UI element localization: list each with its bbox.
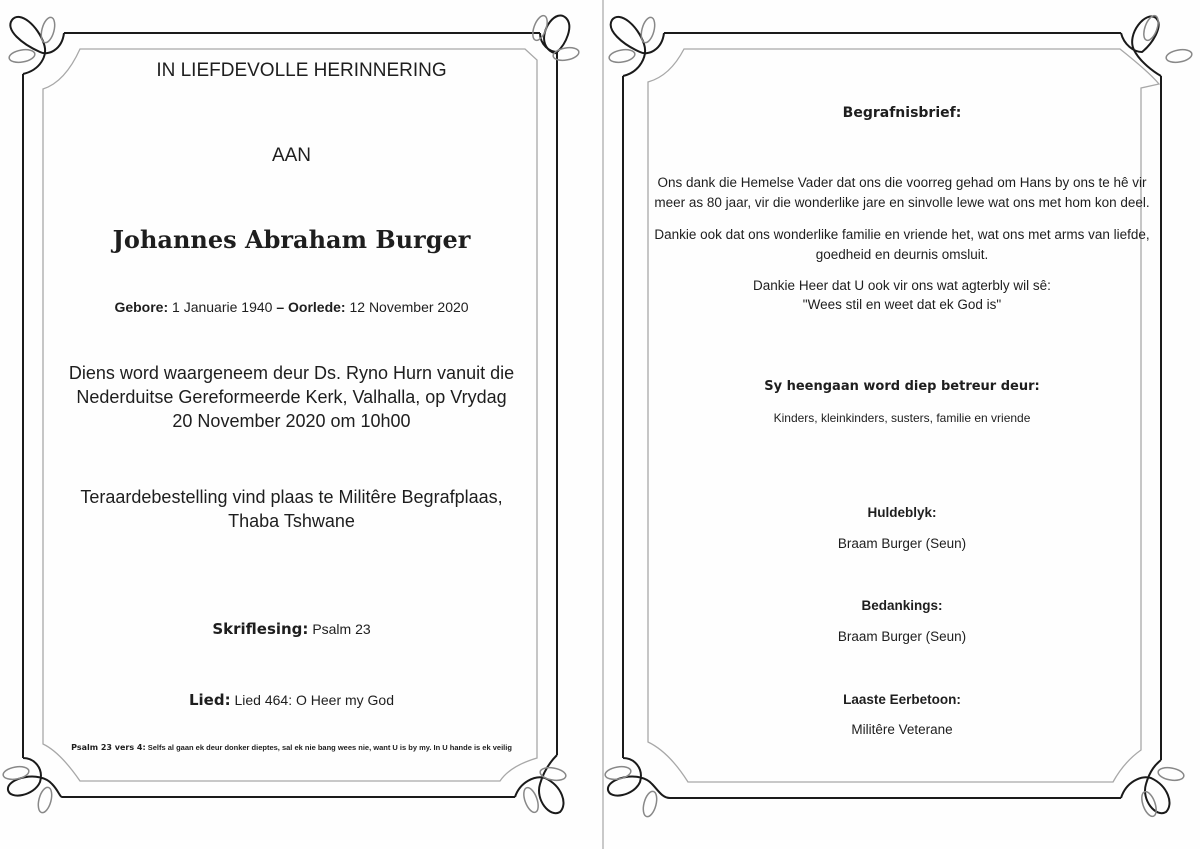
mourned-by: Kinders, kleinkinders, susters, familie en vriende (773, 411, 1031, 425)
letter-heading: Begrafnisbrief: (842, 105, 962, 121)
service-line: Diens word waargeneem deur Ds. Ryno Hurn vanuit die (68, 363, 515, 383)
letter-paragraph-2 (604, 225, 1200, 265)
scripture-label: Skriflesing: (212, 620, 309, 638)
letter-paragraph-3 (604, 276, 1200, 314)
born-date: 1 Januarie 1940 (172, 299, 273, 315)
tribute-label: Huldeblyk: (867, 505, 937, 520)
final-honour-label: Laaste Eerbetoon: (843, 692, 961, 707)
life-dates (0, 299, 583, 315)
burial-line: Thaba Tshwane (228, 511, 355, 531)
hymn (0, 691, 583, 709)
died-date: 12 November 2020 (349, 299, 469, 315)
psalm-verse (0, 743, 583, 752)
tribute-value: Braam Burger (Seun) (837, 536, 967, 551)
burial-line: Teraardebestelling vind plaas te Militêre Begrafplaas, (80, 487, 503, 507)
letter-paragraph-1 (604, 173, 1200, 213)
service-line: Nederduitse Gereformeerde Kerk, Valhalla, op Vrydag (76, 387, 507, 407)
paragraph-line: Ons dank die Hemelse Vader dat ons die voorreg gehad om Hans by ons te hê vir (657, 175, 1147, 190)
service-line: 20 November 2020 om 10h00 (172, 411, 411, 431)
thanks-label: Bedankings: (861, 598, 943, 613)
died-label: Oorlede: (288, 299, 346, 315)
verse-text: Selfs al gaan ek deur donker dieptes, sal ek nie bang wees nie, want U is by my. In U hande is ek veilig (147, 743, 512, 752)
memorial-heading: IN LIEFDEVOLLE HERINNERING (156, 60, 447, 81)
service-details (0, 361, 583, 433)
paragraph-line: Dankie Heer dat U ook vir ons wat agterbly wil sê: (753, 278, 1051, 293)
hymn-label: Lied: (188, 691, 231, 709)
final-honour-value: Militêre Veterane (851, 722, 953, 737)
born-label: Gebore: (114, 299, 169, 315)
deceased-name: Johannes Abraham Burger (112, 225, 471, 254)
paragraph-line: "Wees stil en weet dat ek God is" (802, 297, 1002, 312)
dates-separator: – (276, 299, 285, 315)
scripture-value: Psalm 23 (312, 621, 371, 637)
paragraph-line: Dankie ook dat ons wonderlike familie en vriende het, wat ons met arms van liefde, (654, 227, 1150, 242)
scripture-reading (0, 620, 583, 638)
mourned-heading: Sy heengaan word diep betreur deur: (764, 379, 1040, 394)
thanks-value: Braam Burger (Seun) (837, 629, 967, 644)
right-page (604, 0, 1200, 849)
hymn-value: Lied 464: O Heer my God (234, 692, 395, 708)
paragraph-line: meer as 80 jaar, vir die wonderlike jare en sinvolle lewe wat ons met hom kon deel. (654, 195, 1150, 210)
verse-label: Psalm 23 vers 4: (71, 743, 146, 752)
dedication-to: AAN (271, 145, 312, 166)
paragraph-line: goedheid en deurnis omsluit. (815, 247, 989, 262)
burial-details (0, 485, 583, 533)
